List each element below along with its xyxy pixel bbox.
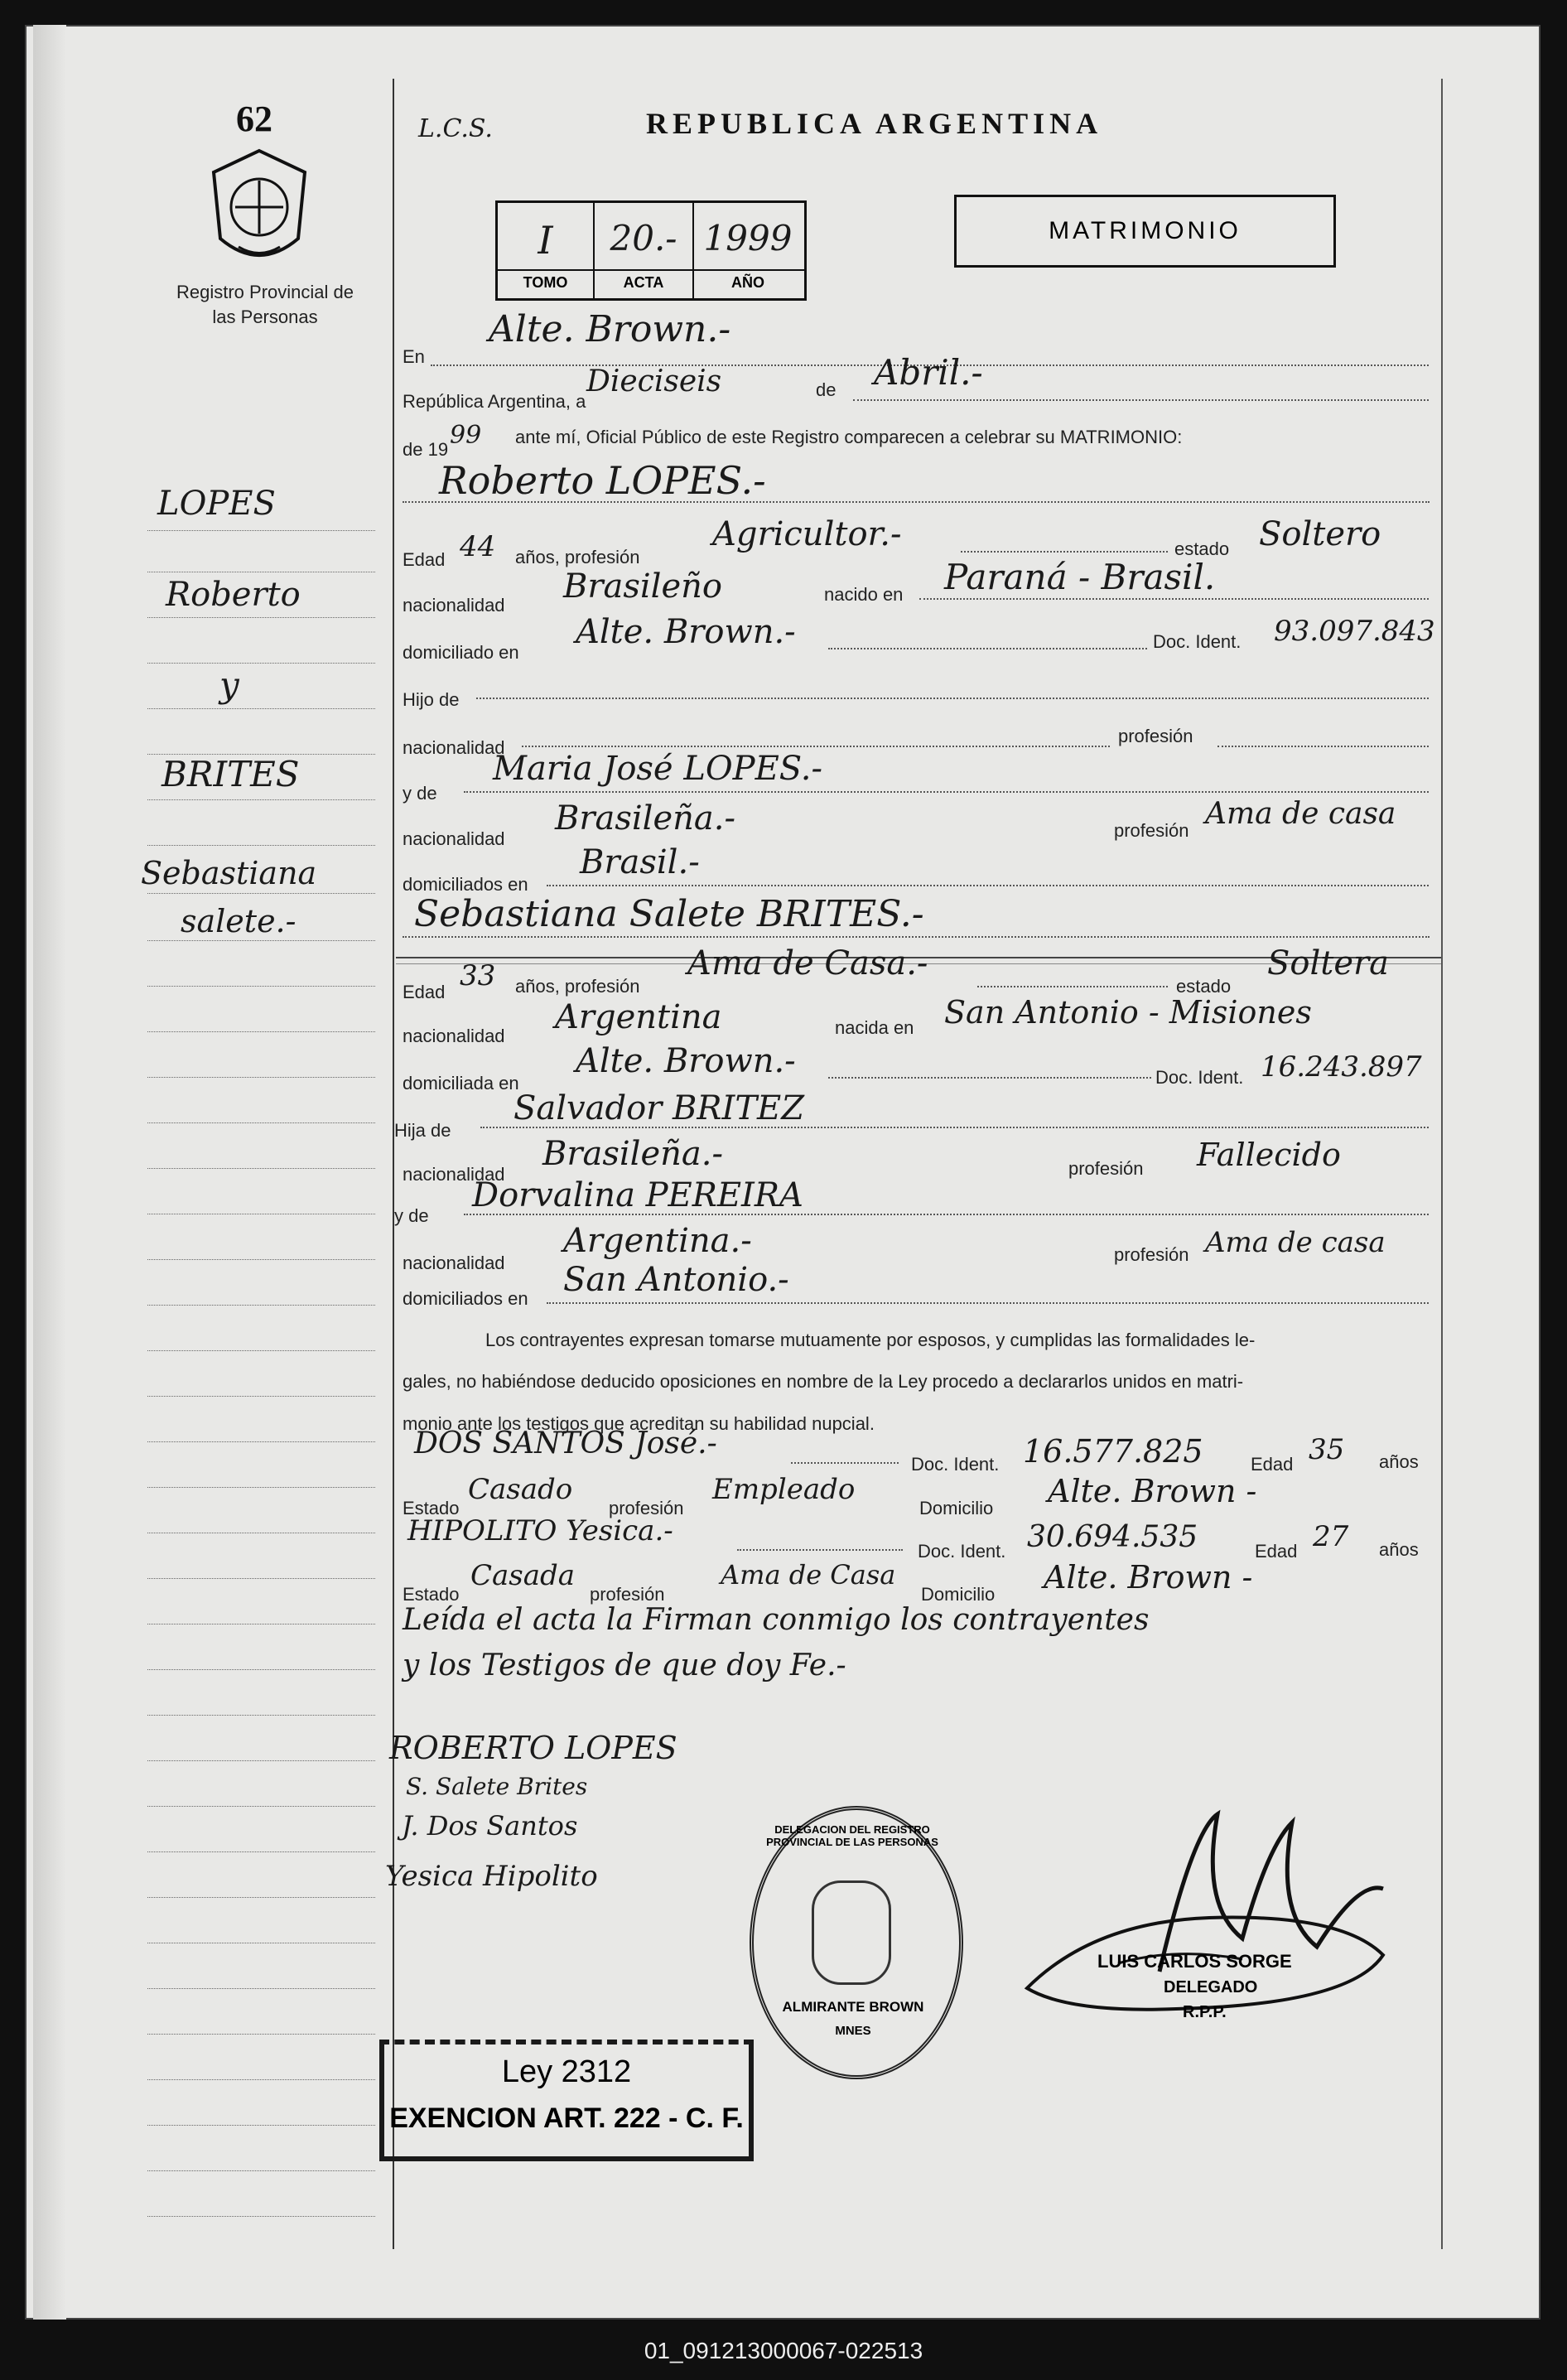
- witness1-prof-label: profesión: [609, 1498, 684, 1518]
- bride-age: 33: [460, 959, 496, 992]
- bride-father-nationality: Brasileña.-: [542, 1135, 723, 1173]
- groom-status: Soltero: [1259, 515, 1381, 553]
- exemption-stamp-line-1: Ley 2312: [501, 2054, 632, 2089]
- margin-line: [147, 893, 375, 894]
- bride-birthplace: San Antonio - Misiones: [944, 994, 1312, 1031]
- round-stamp-place: ALMIRANTE BROWN: [782, 1999, 924, 2015]
- exemption-stamp-line-2: EXENCION ART. 222 - C. F.: [389, 2102, 744, 2134]
- margin-line: [147, 1897, 375, 1898]
- margin-conjunction: y: [219, 664, 239, 705]
- bride-domicile-line: [828, 1077, 1151, 1079]
- witness2-doc: 30.694.535: [1027, 1520, 1198, 1554]
- margin-line: [147, 1441, 375, 1442]
- groom-mother-nationality: Brasileña.-: [555, 799, 735, 838]
- bride-profession: Ama de Casa.-: [687, 944, 928, 982]
- groom-nac-label: nacionalidad: [403, 595, 505, 616]
- margin-line: [147, 1988, 375, 1989]
- groom-father-line: [476, 698, 1429, 699]
- groom-age: 44: [460, 530, 496, 563]
- official-abbr: R.P.P.: [1183, 2003, 1227, 2021]
- closing-line-1: Leída el acta la Firman conmigo los contrayentes: [403, 1603, 1150, 1637]
- year-suffix: 99: [450, 421, 482, 450]
- bride-father-label: Hija de: [394, 1120, 451, 1141]
- groom-domicile: Alte. Brown.-: [576, 613, 796, 651]
- groom-father-nac-line: [522, 746, 1110, 747]
- groom-father-nac-label: nacionalidad: [403, 737, 505, 758]
- bride-name: Sebastiana Salete BRITES.-: [414, 893, 924, 935]
- groom-mother-prof-label: profesión: [1114, 820, 1189, 841]
- witness1-name-line: [791, 1462, 899, 1464]
- country-title: REPUBLICA ARGENTINA: [646, 107, 1103, 140]
- page-number: 62: [236, 99, 272, 139]
- bride-estado-label: estado: [1176, 976, 1232, 997]
- witness2-dom-label: Domicilio: [921, 1584, 996, 1605]
- signature-witness-2: Yesica Hipolito: [385, 1860, 598, 1893]
- margin-surname-1: LOPES: [157, 485, 276, 523]
- ano-label: AÑO: [731, 274, 764, 291]
- groom-father-prof-label: profesión: [1118, 726, 1193, 746]
- margin-line: [147, 1031, 375, 1032]
- groom-estado-label: estado: [1174, 538, 1230, 559]
- initials: L.C.S.: [418, 114, 493, 143]
- declaration-line-3: monio ante los testigos que acreditan su habilidad nupcial.: [403, 1413, 875, 1434]
- groom-mother: Maria José LOPES.-: [493, 750, 822, 788]
- margin-line: [147, 1806, 375, 1807]
- margin-line: [147, 2170, 375, 2171]
- margin-line: [147, 940, 375, 941]
- margin-line: [147, 1851, 375, 1852]
- bride-status: Soltera: [1267, 944, 1389, 982]
- bride-anos-label: años, profesión: [515, 976, 640, 997]
- tomo-label: TOMO: [523, 274, 568, 291]
- margin-line: [147, 530, 375, 531]
- margin-line: [147, 1715, 375, 1716]
- place: Alte. Brown.-: [489, 308, 731, 350]
- bride-father: Salvador BRITEZ: [513, 1089, 804, 1127]
- margin-surname-2: BRITES: [162, 754, 300, 794]
- month-line: [853, 399, 1429, 401]
- margin-line: [147, 663, 375, 664]
- bride-name-line: [403, 936, 1430, 938]
- act-type: MATRIMONIO: [1049, 217, 1242, 244]
- witness1-domicile: Alte. Brown -: [1048, 1473, 1257, 1509]
- province-seal: [205, 147, 313, 270]
- bride-mother-label: y de: [394, 1205, 429, 1226]
- act-type-box: [954, 195, 1336, 268]
- bride-domicile: Alte. Brown.-: [576, 1042, 796, 1080]
- groom-doc: 93.097.843: [1274, 615, 1435, 648]
- bride-edad-label: Edad: [403, 982, 446, 1002]
- margin-line: [147, 1578, 375, 1579]
- bride-nationality: Argentina: [555, 998, 722, 1036]
- margin-line: [147, 986, 375, 987]
- bride-mother-nationality: Argentina.-: [563, 1222, 752, 1260]
- intro-text: ante mí, Oficial Público de este Registro comparecen a celebrar su MATRIMONIO:: [515, 427, 1183, 447]
- margin-line: [147, 1487, 375, 1488]
- round-stamp-sub: MNES: [835, 2024, 871, 2038]
- round-stamp-text: DELEGACION DEL REGISTRO PROVINCIAL DE LAS PERSONAS: [766, 1823, 938, 1848]
- margin-line: [147, 2125, 375, 2126]
- groom-domicile-line: [828, 648, 1147, 649]
- stamp-emblem: [812, 1880, 891, 1985]
- groom-doc-label: Doc. Ident.: [1153, 631, 1242, 652]
- groom-nacido-label: nacido en: [824, 584, 904, 605]
- margin-line: [147, 1259, 375, 1260]
- margin-line: [147, 1669, 375, 1670]
- bride-father-prof-label: profesión: [1068, 1158, 1144, 1179]
- groom-name-line: [403, 501, 1430, 503]
- witness1-edad-label: Edad: [1251, 1454, 1294, 1475]
- acta-label: ACTA: [623, 274, 664, 291]
- witness2-estado-label: Estado: [403, 1584, 460, 1605]
- margin-line: [147, 1168, 375, 1169]
- year-prefix: de 19: [403, 439, 449, 460]
- witness2-status: Casada: [470, 1559, 576, 1592]
- signature-bride: S. Salete Brites: [406, 1773, 588, 1800]
- day: Dieciseis: [586, 364, 722, 398]
- bride-dom-label: domiciliada en: [403, 1073, 519, 1093]
- margin-line: [147, 2079, 375, 2080]
- tomo-value: I: [538, 218, 553, 263]
- witness1-status: Casado: [468, 1473, 573, 1506]
- bride-doc-label: Doc. Ident.: [1155, 1067, 1244, 1088]
- bride-father-line: [480, 1127, 1429, 1128]
- en-label: En: [403, 346, 425, 367]
- bride-nac-label: nacionalidad: [403, 1026, 505, 1046]
- groom-mother-line: [464, 791, 1429, 793]
- margin-line: [147, 1305, 375, 1306]
- bride-mother-prof-label: profesión: [1114, 1244, 1189, 1265]
- witness1-dom-label: Domicilio: [919, 1498, 994, 1518]
- margin-line: [147, 1350, 375, 1351]
- ano-value: 1999: [703, 218, 793, 258]
- bride-parents-dom-label: domiciliados en: [403, 1288, 528, 1309]
- margin-given-2a: Sebastiana: [141, 855, 317, 891]
- groom-mother-profession: Ama de casa: [1205, 797, 1396, 831]
- margin-line: [147, 2034, 375, 2035]
- groom-mother-label: y de: [403, 783, 437, 804]
- groom-parents-dom-label: domiciliados en: [403, 874, 528, 895]
- closing-line-2: y los Testigos de que doy Fe.-: [403, 1649, 846, 1682]
- page-binding: [33, 25, 66, 2320]
- witness1-age: 35: [1309, 1433, 1345, 1466]
- witness2-edad-label: Edad: [1255, 1541, 1298, 1562]
- registry-round-stamp: [750, 1806, 963, 2079]
- witness2-profession: Ama de Casa: [721, 1559, 896, 1591]
- bride-parents-dom-line: [547, 1302, 1429, 1304]
- bride-nacida-label: nacida en: [835, 1017, 914, 1038]
- witness2-name: HIPOLITO Yesica.-: [407, 1514, 673, 1547]
- margin-line: [147, 2216, 375, 2217]
- groom-father-prof-line: [1217, 746, 1429, 747]
- witness1-anos-label: años: [1379, 1451, 1419, 1472]
- declaration-line-1: Los contrayentes expresan tomarse mutuamente por esposos, y cumplidas las formalidades le-: [485, 1330, 1256, 1350]
- groom-birthplace: Paraná - Brasil.: [944, 557, 1216, 597]
- margin-line: [147, 1760, 375, 1761]
- margin-line: [147, 617, 375, 618]
- witness1-estado-label: Estado: [403, 1498, 460, 1518]
- de-label: de: [816, 379, 837, 400]
- witness1-doc-label: Doc. Ident.: [911, 1454, 1000, 1475]
- bride-mother: Dorvalina PEREIRA: [472, 1176, 803, 1214]
- exemption-stamp: [379, 2040, 754, 2161]
- bride-profession-line: [977, 986, 1168, 987]
- right-rule: [1441, 79, 1443, 2249]
- witness1-profession: Empleado: [712, 1473, 856, 1506]
- margin-given-1: Roberto: [166, 576, 301, 614]
- margin-line: [147, 1077, 375, 1078]
- groom-parents-dom-line: [547, 885, 1429, 886]
- witness1-doc: 16.577.825: [1023, 1433, 1203, 1470]
- republica-label: República Argentina, a: [403, 391, 586, 412]
- bride-mother-nac-label: nacionalidad: [403, 1253, 505, 1273]
- registry-name: Registro Provincial de las Personas: [176, 282, 354, 327]
- bride-parents-domicile: San Antonio.-: [563, 1261, 789, 1299]
- bride-father-nac-label: nacionalidad: [403, 1164, 505, 1185]
- margin-line: [147, 845, 375, 846]
- bride-father-profession: Fallecido: [1197, 1137, 1341, 1173]
- witness2-domicile: Alte. Brown -: [1044, 1559, 1253, 1596]
- margin-given-2b: salete.-: [181, 903, 297, 939]
- witness2-prof-label: profesión: [590, 1584, 665, 1605]
- signature-witness-1: J. Dos Santos: [402, 1810, 578, 1842]
- bride-mother-profession: Ama de casa: [1205, 1226, 1386, 1259]
- official-title: DELEGADO: [1164, 1978, 1258, 1996]
- groom-anos-label: años, profesión: [515, 547, 640, 567]
- groom-dom-label: domiciliado en: [403, 642, 519, 663]
- acta-value: 20.-: [610, 218, 677, 258]
- bride-mother-line: [464, 1214, 1429, 1215]
- witness1-name: DOS SANTOS José.-: [414, 1427, 717, 1460]
- bride-doc: 16.243.897: [1261, 1050, 1422, 1084]
- margin-line: [147, 1122, 375, 1123]
- groom-father-label: Hijo de: [403, 689, 460, 710]
- groom-mother-nac-label: nacionalidad: [403, 828, 505, 849]
- signature-groom: ROBERTO LOPES: [389, 1730, 677, 1766]
- month: Abril.-: [874, 352, 983, 393]
- groom-edad-label: Edad: [403, 549, 446, 570]
- margin-rule: [393, 79, 394, 2249]
- margin-line: [147, 754, 375, 755]
- groom-profession: Agricultor.-: [712, 515, 902, 553]
- witness2-anos-label: años: [1379, 1539, 1419, 1560]
- margin-line: [147, 1396, 375, 1397]
- groom-profession-line: [961, 551, 1168, 553]
- witness2-age: 27: [1313, 1520, 1349, 1553]
- witness2-name-line: [737, 1549, 903, 1551]
- footer-id: 01_091213000067-022513: [644, 2338, 923, 2363]
- groom-nationality: Brasileño: [563, 567, 722, 606]
- official-name: LUIS CARLOS SORGE: [1097, 1951, 1292, 1972]
- groom-birthplace-line: [919, 598, 1429, 600]
- groom-parents-domicile: Brasil.-: [580, 843, 700, 881]
- declaration-line-2: gales, no habiéndose deducido oposiciones en nombre de la Ley procedo a declararlos unidos en matri-: [403, 1371, 1244, 1392]
- margin-line: [147, 799, 375, 800]
- witness2-doc-label: Doc. Ident.: [918, 1541, 1006, 1562]
- groom-name: Roberto LOPES.-: [439, 458, 766, 503]
- margin-line: [147, 708, 375, 709]
- record-id-box: [495, 200, 807, 301]
